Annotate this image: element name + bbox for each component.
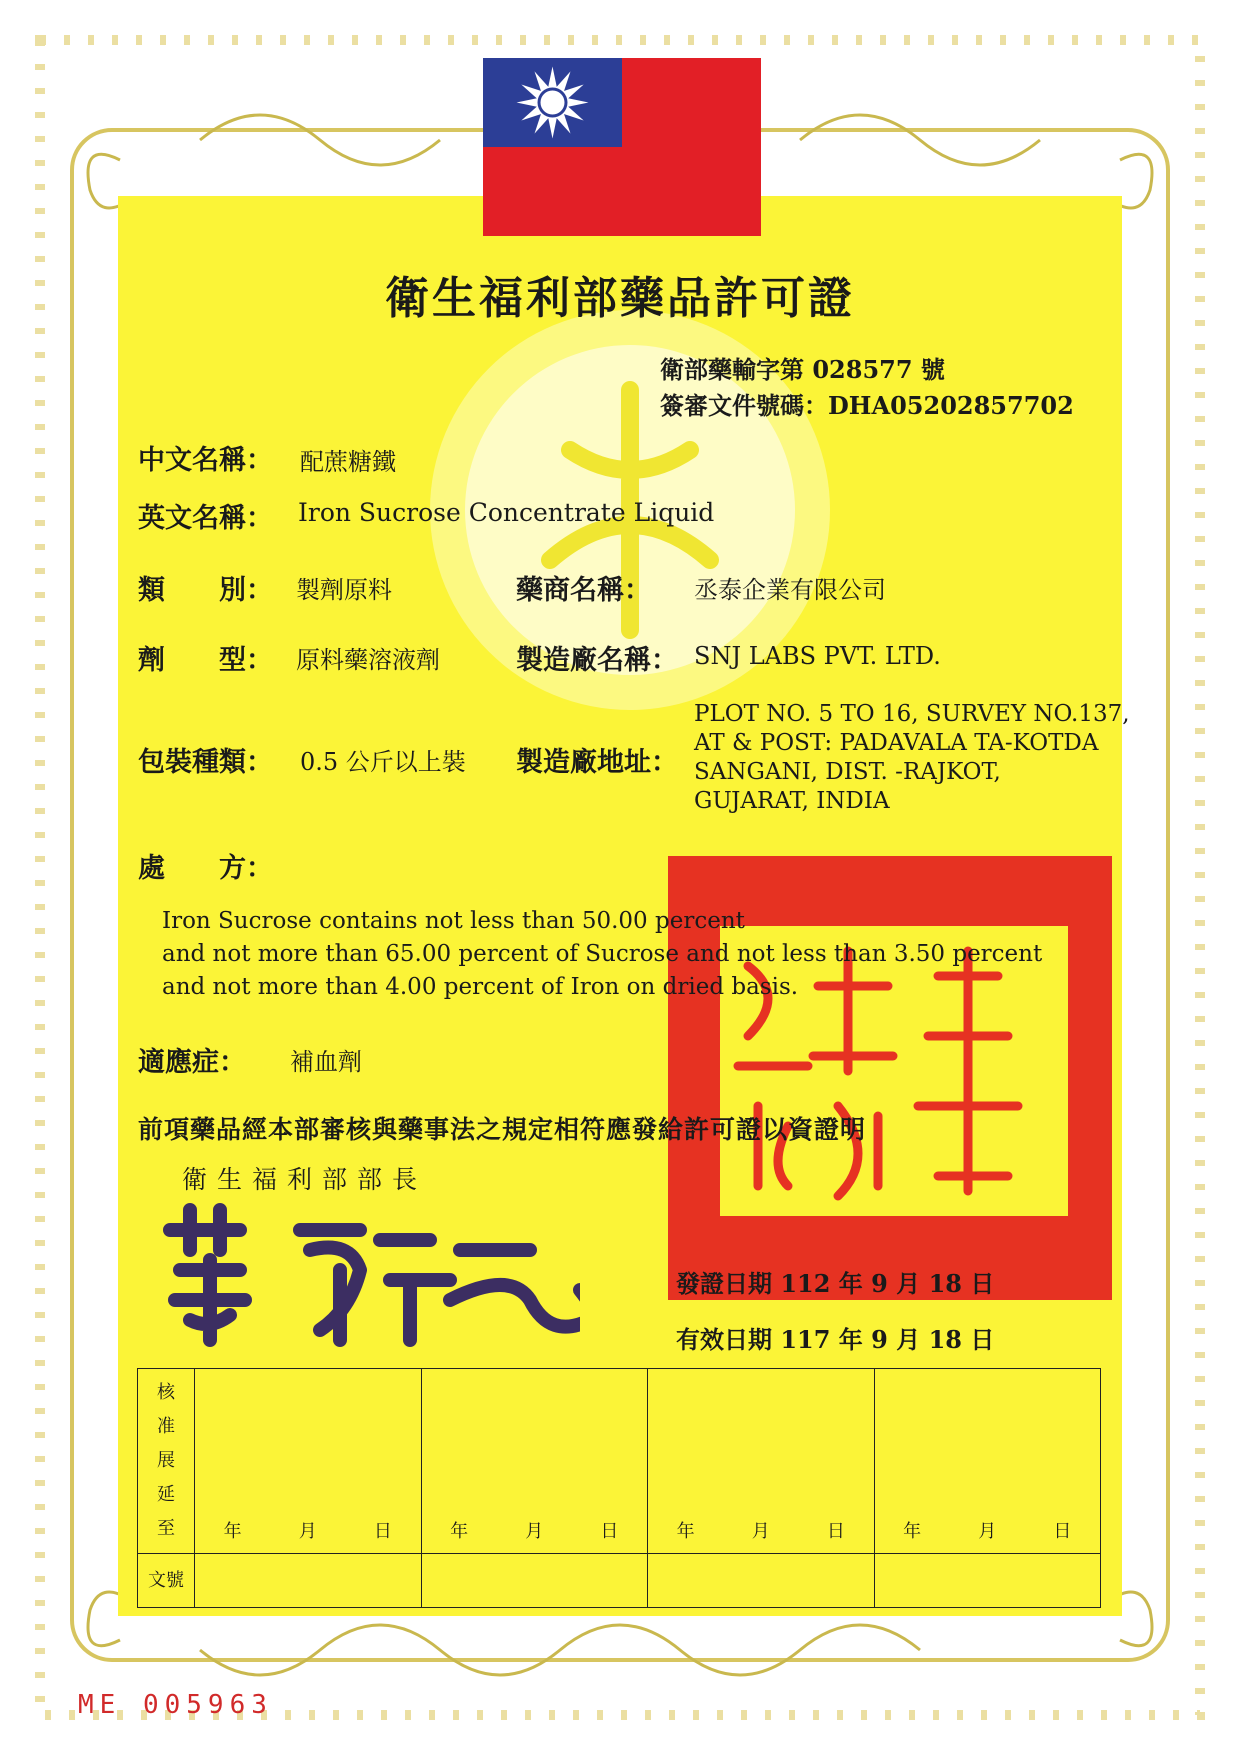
dealer-value: 丞泰企業有限公司 <box>694 576 886 604</box>
renewal-label-char: 延 <box>157 1484 175 1505</box>
prescription-text <box>162 905 1042 1004</box>
renewal-date-cell <box>648 1369 875 1554</box>
issue-date: 發證日期 112 年 9 月 18 日 <box>676 1269 995 1298</box>
package-label: 包裝種類： <box>138 747 273 778</box>
address-line: PLOT NO. 5 TO 16, SURVEY NO.137, <box>694 701 1130 727</box>
package-value: 0.5 公斤以上裝 <box>300 748 466 776</box>
manufacturer-value: SNJ LABS PVT. LTD. <box>694 642 941 670</box>
certificate-title: 衛生福利部藥品許可證 <box>385 273 855 324</box>
expiry-date: 有效日期 117 年 9 月 18 日 <box>676 1325 995 1354</box>
chinese-name-value: 配蔗糖鐵 <box>300 448 396 476</box>
dealer-label: 藥商名稱： <box>516 575 651 606</box>
document-number-cell <box>195 1554 422 1608</box>
renewal-table <box>137 1368 1101 1608</box>
prescription-line: and not more than 4.00 percent of Iron on dried basis. <box>162 974 799 1000</box>
manufacturer-label: 製造廠名稱： <box>516 645 678 676</box>
national-flag <box>483 58 761 236</box>
renewal-date-cell <box>874 1369 1101 1554</box>
document-number-label: 文號 <box>138 1554 195 1608</box>
year-label: 年 <box>903 1521 922 1542</box>
address-line: GUJARAT, INDIA <box>694 788 890 814</box>
minister-signature <box>160 1190 580 1350</box>
english-name-value: Iron Sucrose Concentrate Liquid <box>298 498 715 527</box>
document-number-cell <box>421 1554 648 1608</box>
address-label: 製造廠地址： <box>516 747 678 778</box>
day-label: 日 <box>600 1521 619 1542</box>
document-number-cell <box>648 1554 875 1608</box>
dosage-form-value: 原料藥溶液劑 <box>296 646 440 674</box>
prescription-line: Iron Sucrose contains not less than 50.00 percent <box>162 908 745 934</box>
english-name-label: 英文名稱： <box>138 503 273 534</box>
month-label: 月 <box>525 1521 544 1542</box>
address-block <box>694 700 1130 816</box>
month-label: 月 <box>978 1521 997 1542</box>
renewal-date-cell <box>195 1369 422 1554</box>
indication-value: 補血劑 <box>290 1048 362 1076</box>
prescription-line: and not more than 65.00 percent of Sucrose and not less than 3.50 percent <box>162 941 1043 967</box>
serial-number: ME 005963 <box>78 1690 273 1720</box>
year-label: 年 <box>223 1521 242 1542</box>
indication-label: 適應症： <box>138 1047 246 1078</box>
renewal-date-cell <box>421 1369 648 1554</box>
renewal-label-char: 至 <box>157 1518 175 1539</box>
year-label: 年 <box>450 1521 469 1542</box>
day-label: 日 <box>1053 1521 1072 1542</box>
month-label: 月 <box>298 1521 317 1542</box>
category-label: 類 別： <box>138 575 273 606</box>
month-label: 月 <box>751 1521 770 1542</box>
review-document-number: 簽審文件號碼：DHA05202857702 <box>660 391 1074 420</box>
year-label: 年 <box>676 1521 695 1542</box>
license-number: 衛部藥輸字第 028577 號 <box>660 355 945 384</box>
category-value: 製劑原料 <box>296 576 392 604</box>
renewal-label-char: 展 <box>157 1450 175 1471</box>
chinese-name-label: 中文名稱： <box>138 445 273 476</box>
certification-statement: 前項藥品經本部審核與藥事法之規定相符應發給許可證以資證明 <box>138 1115 867 1144</box>
address-line: AT & POST: PADAVALA TA-KOTDA <box>694 730 1099 756</box>
renewal-row-label <box>138 1369 195 1554</box>
document-number-cell <box>874 1554 1101 1608</box>
prescription-label: 處 方： <box>138 853 273 884</box>
day-label: 日 <box>373 1521 392 1542</box>
renewal-label-char: 核 <box>157 1382 175 1403</box>
dosage-form-label: 劑 型： <box>138 645 273 676</box>
address-line: SANGANI, DIST. -RAJKOT, <box>694 759 1001 785</box>
minister-title: 衛生福利部部長 <box>182 1165 428 1194</box>
day-label: 日 <box>826 1521 845 1542</box>
renewal-label-char: 准 <box>157 1416 175 1437</box>
